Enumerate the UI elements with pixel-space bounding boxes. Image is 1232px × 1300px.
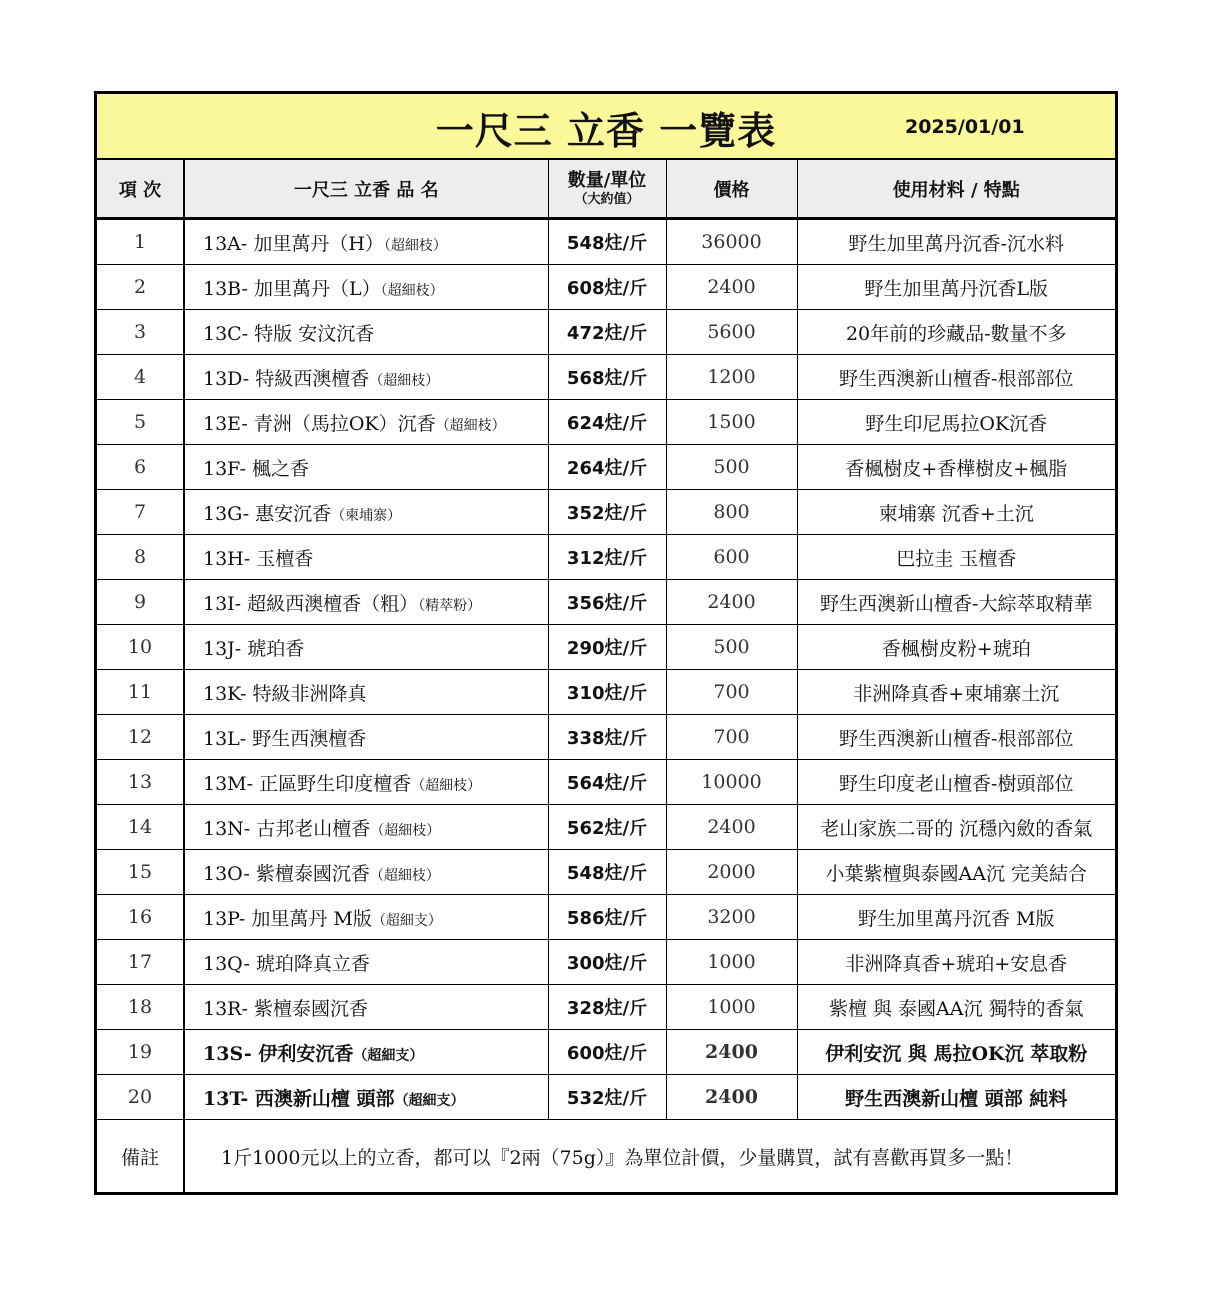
col-header-material: 使用材料 / 特點 — [797, 160, 1115, 219]
row-name — [184, 265, 548, 310]
row-index: 4 — [97, 355, 184, 400]
product-note: （超細枝） — [370, 822, 441, 839]
row-name — [184, 310, 548, 355]
row-index: 18 — [97, 985, 184, 1030]
row-quantity: 532炷/斤 — [548, 1075, 666, 1120]
row-name — [184, 670, 548, 715]
table-row — [97, 310, 1115, 355]
row-material: 小葉紫檀與泰國AA沉 完美結合 — [797, 850, 1115, 895]
row-price: 2400 — [666, 805, 797, 850]
row-index: 2 — [97, 265, 184, 310]
product-name: 13J- 琥珀香 — [203, 637, 305, 660]
row-material: 野生西澳新山檀 頭部 純料 — [797, 1075, 1115, 1120]
row-material: 野生西澳新山檀香-根部部位 — [797, 715, 1115, 760]
row-material: 紫檀 與 泰國AA沉 獨特的香氣 — [797, 985, 1115, 1030]
product-name: 13F- 楓之香 — [203, 457, 309, 480]
row-price: 2400 — [666, 1030, 797, 1075]
col-header-index: 項 次 — [97, 160, 184, 219]
product-name: 13P- 加里萬丹 M版 — [203, 907, 372, 930]
product-name: 13I- 超級西澳檀香（粗） — [203, 592, 419, 615]
row-price: 1000 — [666, 940, 797, 985]
table-row — [97, 1030, 1115, 1075]
table-row — [97, 895, 1115, 940]
table-body — [97, 219, 1115, 1193]
price-list-sheet — [94, 91, 1118, 1195]
row-quantity: 472炷/斤 — [548, 310, 666, 355]
row-index: 12 — [97, 715, 184, 760]
row-name — [184, 219, 548, 265]
row-index: 19 — [97, 1030, 184, 1075]
row-name — [184, 580, 548, 625]
product-name: 13Q- 琥珀降真立香 — [203, 952, 370, 975]
row-name — [184, 490, 548, 535]
row-index: 17 — [97, 940, 184, 985]
date-label: 2025/01/01 — [905, 116, 1025, 138]
col-header-name: 一尺三 立香 品 名 — [184, 160, 548, 219]
row-index: 15 — [97, 850, 184, 895]
row-material: 非洲降真香+琥珀+安息香 — [797, 940, 1115, 985]
row-price: 1000 — [666, 985, 797, 1030]
row-name — [184, 850, 548, 895]
row-price: 500 — [666, 625, 797, 670]
row-index: 1 — [97, 219, 184, 265]
row-quantity: 586炷/斤 — [548, 895, 666, 940]
table-row — [97, 985, 1115, 1030]
product-note: （超細枝） — [383, 237, 447, 254]
row-name — [184, 625, 548, 670]
row-index: 7 — [97, 490, 184, 535]
product-name: 13A- 加里萬丹（H） — [203, 232, 384, 255]
row-name — [184, 1075, 548, 1120]
row-index: 13 — [97, 760, 184, 805]
table-row — [97, 1075, 1115, 1120]
row-price: 5600 — [666, 310, 797, 355]
row-index: 14 — [97, 805, 184, 850]
product-note: （超細枝） — [369, 867, 440, 884]
row-material: 野生印度老山檀香-樹頭部位 — [797, 760, 1115, 805]
row-price: 700 — [666, 715, 797, 760]
table-row — [97, 490, 1115, 535]
row-material: 香楓樹皮+香樺樹皮+楓脂 — [797, 445, 1115, 490]
row-material: 20年前的珍藏品-數量不多 — [797, 310, 1115, 355]
row-quantity: 600炷/斤 — [548, 1030, 666, 1075]
row-material: 野生印尼馬拉OK沉香 — [797, 400, 1115, 445]
row-name — [184, 355, 548, 400]
row-quantity: 624炷/斤 — [548, 400, 666, 445]
row-material: 野生加里萬丹沉香-沉水料 — [797, 219, 1115, 265]
table-row — [97, 265, 1115, 310]
row-name — [184, 535, 548, 580]
row-quantity: 608炷/斤 — [548, 265, 666, 310]
row-index: 16 — [97, 895, 184, 940]
product-name: 13T- 西澳新山檀 頭部 — [203, 1087, 395, 1110]
table-row — [97, 535, 1115, 580]
row-quantity: 338炷/斤 — [548, 715, 666, 760]
col-header-qty-line2: （大約值） — [574, 191, 640, 207]
row-index: 9 — [97, 580, 184, 625]
row-quantity: 264炷/斤 — [548, 445, 666, 490]
row-name — [184, 895, 548, 940]
table-header-row — [97, 160, 1115, 219]
row-index: 6 — [97, 445, 184, 490]
price-table — [97, 160, 1115, 1192]
row-material: 野生西澳新山檀香-大綜萃取精華 — [797, 580, 1115, 625]
table-row — [97, 940, 1115, 985]
row-quantity: 356炷/斤 — [548, 580, 666, 625]
row-price: 500 — [666, 445, 797, 490]
row-quantity: 564炷/斤 — [548, 760, 666, 805]
remark-label: 備註 — [97, 1120, 184, 1193]
table-row — [97, 715, 1115, 760]
product-name: 13R- 紫檀泰國沉香 — [203, 997, 368, 1020]
row-quantity: 312炷/斤 — [548, 535, 666, 580]
row-index: 8 — [97, 535, 184, 580]
row-price: 1500 — [666, 400, 797, 445]
product-name: 13C- 特版 安汶沉香 — [203, 322, 375, 345]
row-material: 香楓樹皮粉+琥珀 — [797, 625, 1115, 670]
product-name: 13M- 正區野生印度檀香 — [203, 772, 412, 795]
row-material: 野生加里萬丹沉香L版 — [797, 265, 1115, 310]
page-title: 一尺三 立香 一覽表 — [435, 109, 777, 153]
row-quantity: 568炷/斤 — [548, 355, 666, 400]
table-row — [97, 219, 1115, 265]
row-quantity: 352炷/斤 — [548, 490, 666, 535]
product-name: 13O- 紫檀泰國沉香 — [203, 862, 370, 885]
row-price: 36000 — [666, 219, 797, 265]
row-name — [184, 760, 548, 805]
row-quantity: 310炷/斤 — [548, 670, 666, 715]
product-note: （超細支） — [371, 912, 442, 929]
product-note: （超細支） — [353, 1047, 424, 1064]
row-price: 2400 — [666, 265, 797, 310]
product-name: 13B- 加里萬丹（L） — [203, 277, 381, 300]
table-row — [97, 580, 1115, 625]
product-name: 13L- 野生西澳檀香 — [203, 727, 367, 750]
product-note: （超細枝） — [380, 282, 444, 299]
row-quantity: 548炷/斤 — [548, 850, 666, 895]
row-name — [184, 1030, 548, 1075]
table-row — [97, 400, 1115, 445]
row-index: 10 — [97, 625, 184, 670]
row-material: 伊利安沉 與 馬拉OK沉 萃取粉 — [797, 1030, 1115, 1075]
row-name — [184, 940, 548, 985]
product-note: （超細枝） — [369, 372, 440, 389]
remark-text: 1斤1000元以上的立香，都可以『2兩（75g）』為單位計價，少量購買，試有喜歡再買多一點！ — [184, 1120, 1115, 1193]
table-row — [97, 445, 1115, 490]
row-price: 1200 — [666, 355, 797, 400]
row-index: 20 — [97, 1075, 184, 1120]
row-name — [184, 805, 548, 850]
row-material: 柬埔寨 沉香+土沉 — [797, 490, 1115, 535]
row-name — [184, 985, 548, 1030]
row-index: 5 — [97, 400, 184, 445]
row-quantity: 562炷/斤 — [548, 805, 666, 850]
product-name: 13H- 玉檀香 — [203, 547, 314, 570]
product-name: 13G- 惠安沉香 — [203, 502, 332, 525]
product-note: （超細枝） — [435, 417, 506, 434]
row-material: 巴拉圭 玉檀香 — [797, 535, 1115, 580]
row-quantity: 290炷/斤 — [548, 625, 666, 670]
col-header-price: 價格 — [666, 160, 797, 219]
row-price: 2400 — [666, 580, 797, 625]
row-material: 野生加里萬丹沉香 M版 — [797, 895, 1115, 940]
row-quantity: 300炷/斤 — [548, 940, 666, 985]
row-price: 700 — [666, 670, 797, 715]
product-name: 13S- 伊利安沉香 — [203, 1042, 354, 1065]
row-index: 3 — [97, 310, 184, 355]
row-price: 2400 — [666, 1075, 797, 1120]
row-quantity: 328炷/斤 — [548, 985, 666, 1030]
remark-row — [97, 1120, 1115, 1193]
table-row — [97, 625, 1115, 670]
product-name: 13D- 特級西澳檀香 — [203, 367, 370, 390]
row-material: 老山家族二哥的 沉穩內斂的香氣 — [797, 805, 1115, 850]
table-row — [97, 355, 1115, 400]
row-price: 2000 — [666, 850, 797, 895]
title-bar — [97, 94, 1115, 160]
row-material: 非洲降真香+柬埔寨土沉 — [797, 670, 1115, 715]
row-price: 3200 — [666, 895, 797, 940]
product-name: 13K- 特級非洲降真 — [203, 682, 367, 705]
table-row — [97, 850, 1115, 895]
row-price: 600 — [666, 535, 797, 580]
table-row — [97, 760, 1115, 805]
product-name: 13N- 古邦老山檀香 — [203, 817, 371, 840]
col-header-qty-line1: 數量/單位 — [567, 169, 647, 191]
row-material: 野生西澳新山檀香-根部部位 — [797, 355, 1115, 400]
row-name — [184, 400, 548, 445]
product-note: （超細枝） — [411, 777, 482, 794]
product-name: 13E- 青洲（馬拉OK）沉香 — [203, 412, 436, 435]
table-row — [97, 805, 1115, 850]
row-index: 11 — [97, 670, 184, 715]
col-header-qty — [548, 160, 666, 219]
product-note: （精萃粉） — [418, 597, 482, 614]
row-name — [184, 445, 548, 490]
product-note: （柬埔寨） — [331, 507, 402, 524]
row-name — [184, 715, 548, 760]
product-note: （超細支） — [394, 1092, 465, 1109]
row-price: 800 — [666, 490, 797, 535]
row-price: 10000 — [666, 760, 797, 805]
row-quantity: 548炷/斤 — [548, 219, 666, 265]
table-row — [97, 670, 1115, 715]
